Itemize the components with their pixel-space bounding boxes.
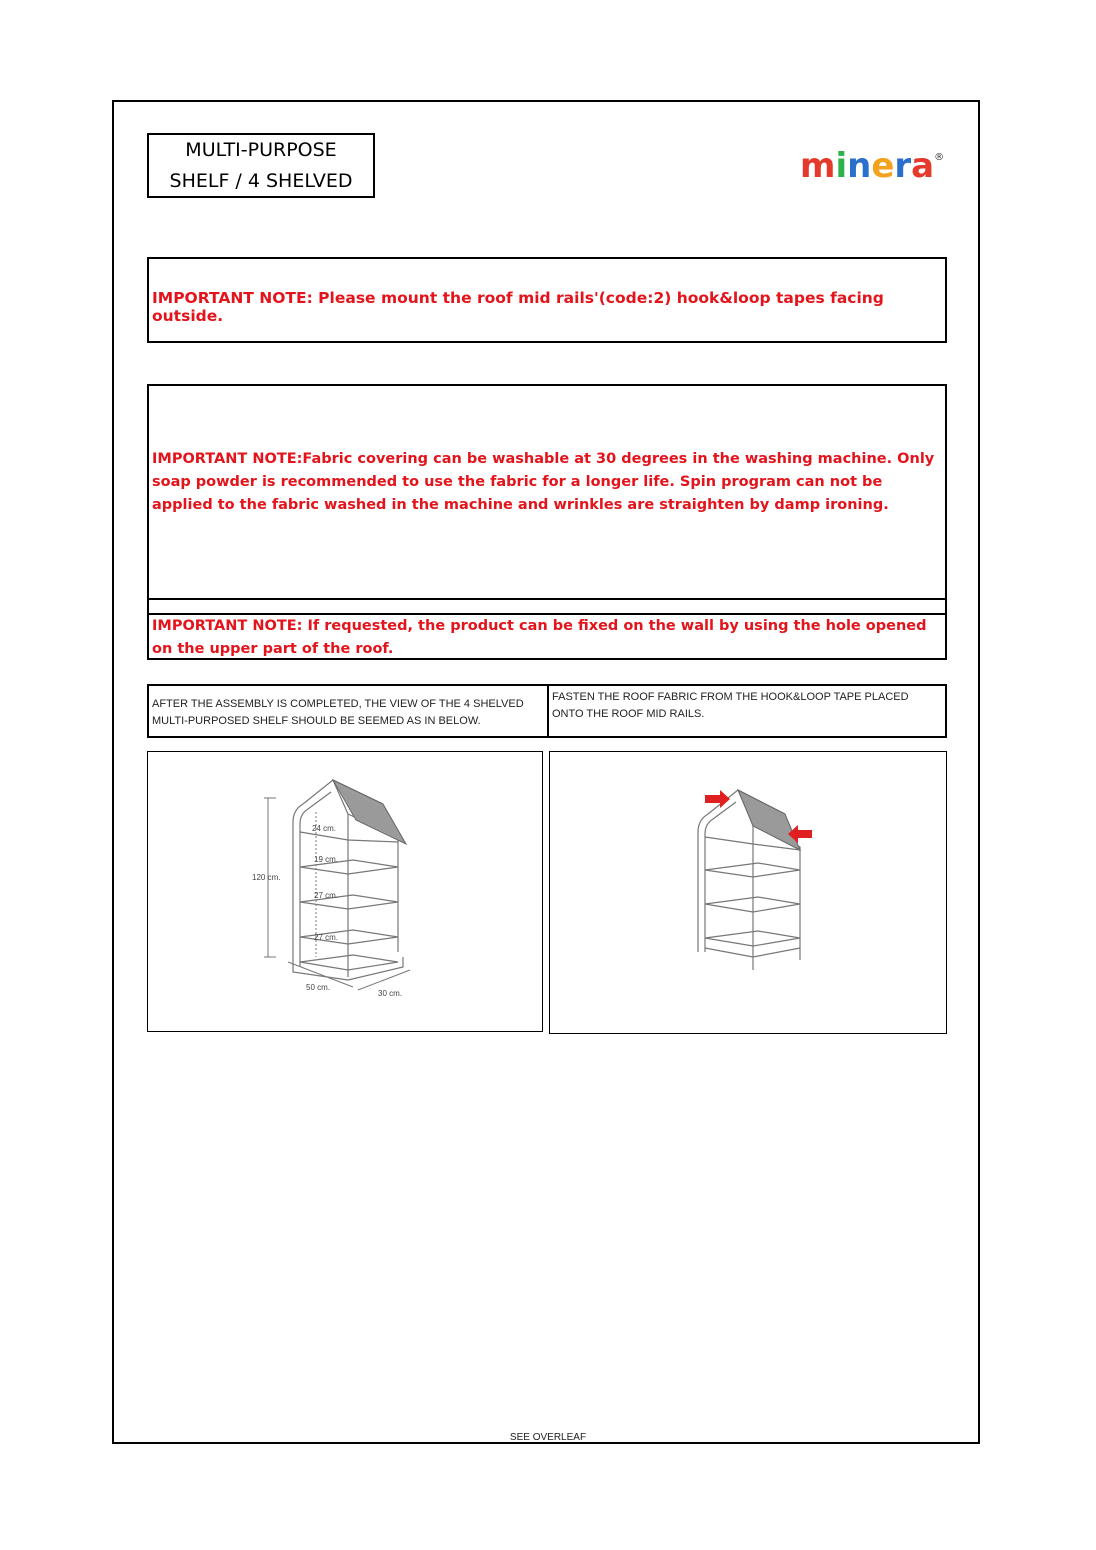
roof-fabric-panel-right bbox=[738, 790, 800, 850]
depth-label: 30 cm. bbox=[378, 989, 403, 998]
logo-letters bbox=[800, 146, 934, 186]
footer-see-overleaf: SEE OVERLEAF bbox=[509, 1432, 587, 1443]
note-divider bbox=[147, 598, 947, 600]
shelf-gap-label-1: 24 cm. bbox=[312, 824, 337, 833]
shelf-gap-label-4: 27 cm. bbox=[314, 933, 339, 942]
roof-fabric-panel bbox=[333, 780, 406, 844]
important-note-mounting: IMPORTANT NOTE: Please mount the roof mid rails'(code:2) hook&loop tapes facing outside. bbox=[147, 257, 947, 343]
caption-assembled-view: AFTER THE ASSEMBLY IS COMPLETED, THE VIEW OF THE 4 SHELVED MULTI-PURPOSED SHELF SHOULD BE SEEMED AS IN BELOW. bbox=[149, 686, 549, 736]
shelf-gap-label-2: 19 cm. bbox=[314, 855, 339, 864]
logo-letter: a bbox=[911, 146, 935, 186]
caption-fasten-fabric: FASTEN THE ROOF FABRIC FROM THE HOOK&LOOP TAPE PLACED ONTO THE ROOF MID RAILS. bbox=[552, 691, 909, 720]
brand-logo bbox=[800, 146, 944, 186]
height-label: 120 cm. bbox=[252, 873, 281, 882]
figure-dimensions bbox=[147, 751, 543, 1032]
shelf-dimension-drawing bbox=[148, 752, 542, 1031]
important-note-washing: IMPORTANT NOTE:Fabric covering can be washable at 30 degrees in the washing machine. Only soap powder is recommended to use the fabric for a longer life. Spin program can not be applied to the fabric washed in the machine and wrinkles are straighten by damp ironing. bbox=[147, 384, 947, 615]
width-label: 50 cm. bbox=[306, 983, 331, 992]
logo-letter: i bbox=[835, 146, 848, 186]
title-line-1: MULTI-PURPOSE bbox=[185, 138, 337, 161]
figure-fasten-roof bbox=[549, 751, 947, 1034]
title-line-2: SHELF / 4 SHELVED bbox=[169, 169, 353, 192]
logo-letter: m bbox=[800, 146, 836, 186]
registered-mark: ® bbox=[934, 152, 945, 163]
document-title bbox=[147, 133, 375, 198]
shelf-gap-label-3: 27 cm. bbox=[314, 891, 339, 900]
logo-letter: n bbox=[847, 146, 872, 186]
caption-table bbox=[147, 684, 947, 738]
shelf-roof-drawing bbox=[550, 752, 946, 1033]
logo-letter: e bbox=[871, 146, 895, 186]
important-note-wall-fixing: IMPORTANT NOTE: If requested, the product can be fixed on the wall by using the hole opened on the upper part of the roof. bbox=[147, 613, 947, 660]
arrow-right-icon bbox=[705, 790, 730, 808]
logo-letter: r bbox=[894, 146, 912, 186]
